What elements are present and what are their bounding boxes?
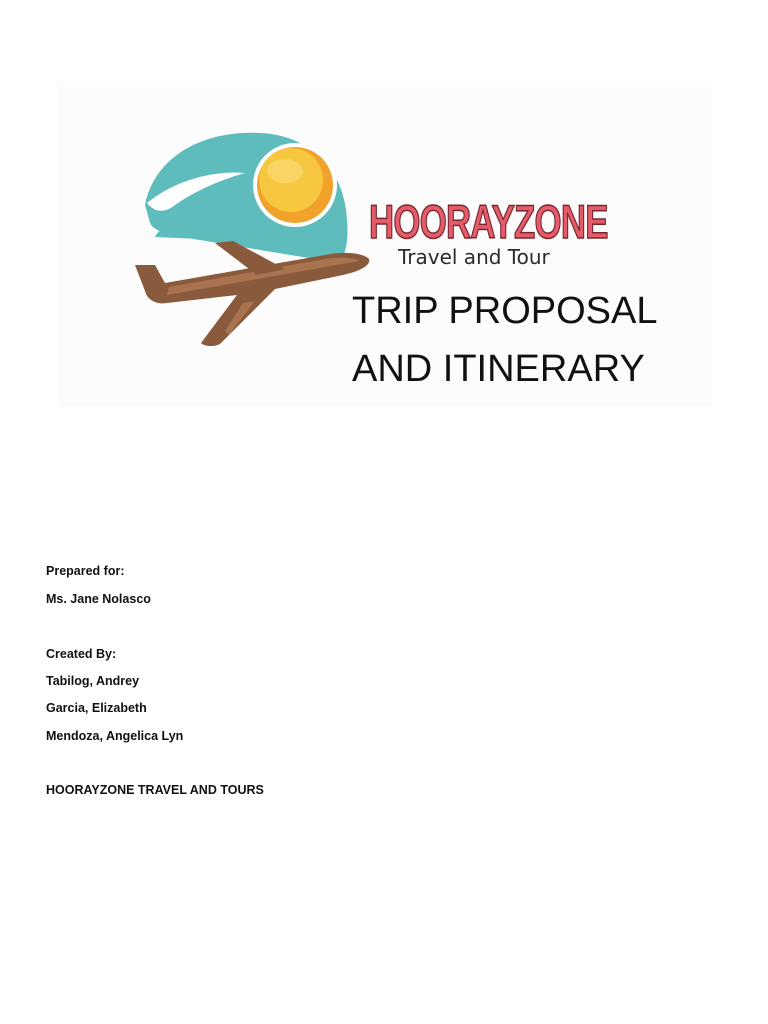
title-line-1: TRIP PROPOSAL <box>352 290 658 332</box>
company-name: HOORAYZONE TRAVEL AND TOURS <box>46 783 264 797</box>
brand-tagline: Travel and Tour <box>398 245 550 269</box>
sun-icon <box>253 143 337 227</box>
airplane-icon <box>135 241 369 346</box>
recipient-name: Ms. Jane Nolasco <box>46 592 151 606</box>
author-name: Garcia, Elizabeth <box>46 701 147 715</box>
brand-name: HOORAYZONE <box>369 195 608 248</box>
prepared-for-label: Prepared for: <box>46 564 125 578</box>
title-line-2: AND ITINERARY <box>352 348 645 390</box>
created-by-label: Created By: <box>46 647 117 661</box>
author-name: Tabilog, Andrey <box>46 674 140 688</box>
document-title <box>352 282 752 398</box>
author-name: Mendoza, Angelica Lyn <box>46 729 184 743</box>
